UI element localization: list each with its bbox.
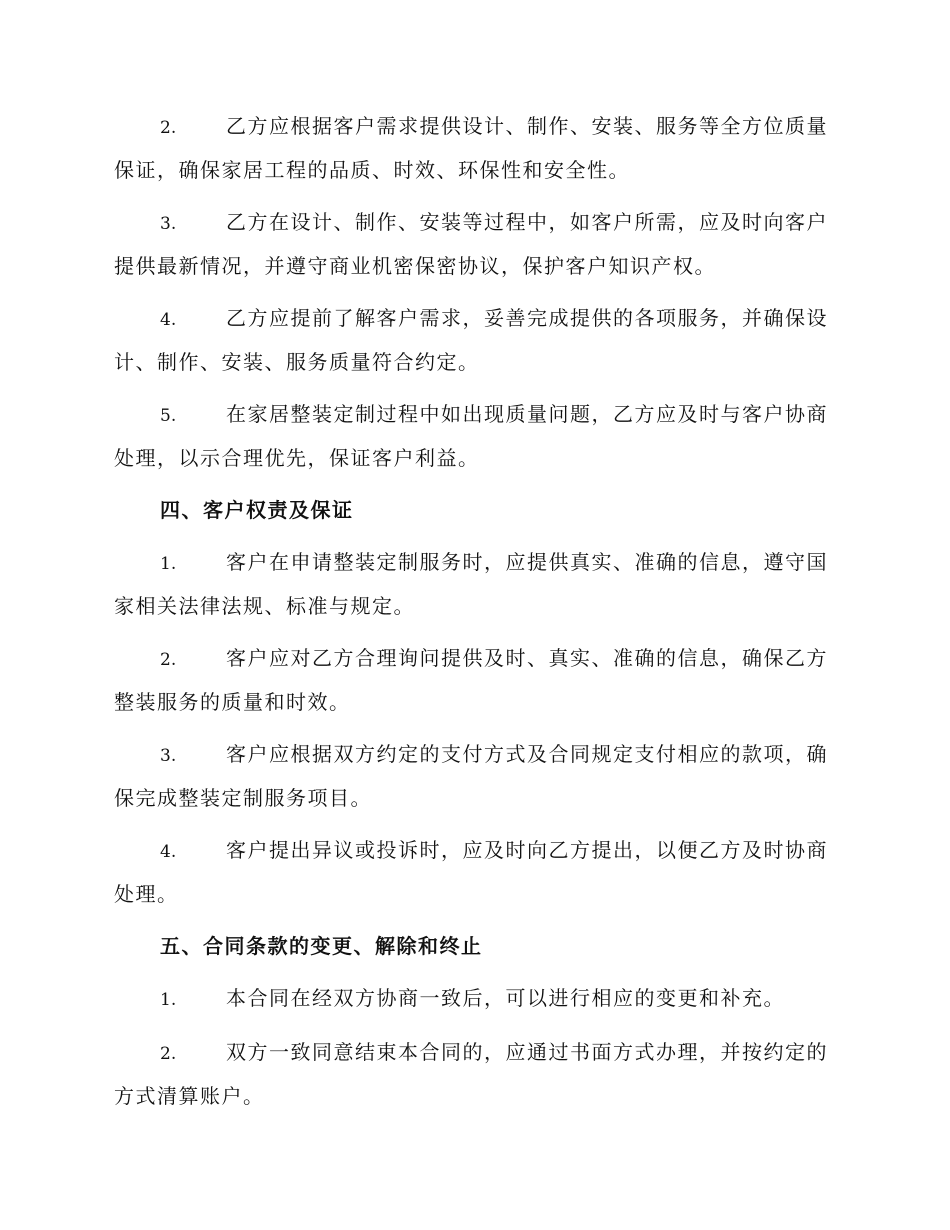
clause-number: 2. <box>160 118 177 138</box>
clause-number: 3. <box>160 746 177 766</box>
clause-text: 本合同在经双方协商一致后，可以进行相应的变更和补充。 <box>226 986 785 1010</box>
clause-number: 4. <box>160 842 177 862</box>
clause-number: 3. <box>160 214 177 234</box>
clause-item <box>114 541 834 627</box>
section-heading-contract-changes: 五、合同条款的变更、解除和终止 <box>160 934 483 958</box>
clause-item <box>114 105 834 191</box>
clause-number: 1. <box>160 990 177 1010</box>
clause-item <box>114 297 834 383</box>
clause-text: 客户在申请整装定制服务时，应提供真实、准确的信息，遵守国家相关法律法规、标准与规定。 <box>114 550 828 618</box>
clause-item <box>114 1031 834 1117</box>
clause-text: 客户提出异议或投诉时，应及时向乙方提出，以便乙方及时协商处理。 <box>114 838 828 906</box>
clause-text: 乙方应根据客户需求提供设计、制作、安装、服务等全方位质量保证，确保家居工程的品质、时效、环保性和安全性。 <box>114 114 828 182</box>
clause-text: 双方一致同意结束本合同的，应通过书面方式办理，并按约定的方式清算账户。 <box>114 1040 828 1108</box>
clause-item <box>114 637 834 723</box>
clause-text: 乙方在设计、制作、安装等过程中，如客户所需，应及时向客户提供最新情况，并遵守商业机密保密协议，保护客户知识产权。 <box>114 210 828 278</box>
clause-text: 客户应根据双方约定的支付方式及合同规定支付相应的款项，确保完成整装定制服务项目。 <box>114 742 828 810</box>
document-body <box>114 105 834 1127</box>
section-heading-customer-rights: 四、客户权责及保证 <box>160 498 354 522</box>
clause-item <box>114 829 834 915</box>
clause-text: 乙方应提前了解客户需求，妥善完成提供的各项服务，并确保设计、制作、安装、服务质量符合约定。 <box>114 306 828 374</box>
clause-number: 4. <box>160 310 177 330</box>
clause-item <box>114 733 834 819</box>
clause-number: 5. <box>160 406 177 426</box>
clause-number: 2. <box>160 1044 177 1064</box>
clause-item <box>114 977 834 1021</box>
clause-number: 2. <box>160 650 177 670</box>
clause-item <box>114 393 834 479</box>
clause-number: 1. <box>160 554 177 574</box>
clause-text: 客户应对乙方合理询问提供及时、真实、准确的信息，确保乙方整装服务的质量和时效。 <box>114 646 828 714</box>
clause-item <box>114 201 834 287</box>
clause-text: 在家居整装定制过程中如出现质量问题，乙方应及时与客户协商处理，以示合理优先，保证客户利益。 <box>114 402 828 470</box>
